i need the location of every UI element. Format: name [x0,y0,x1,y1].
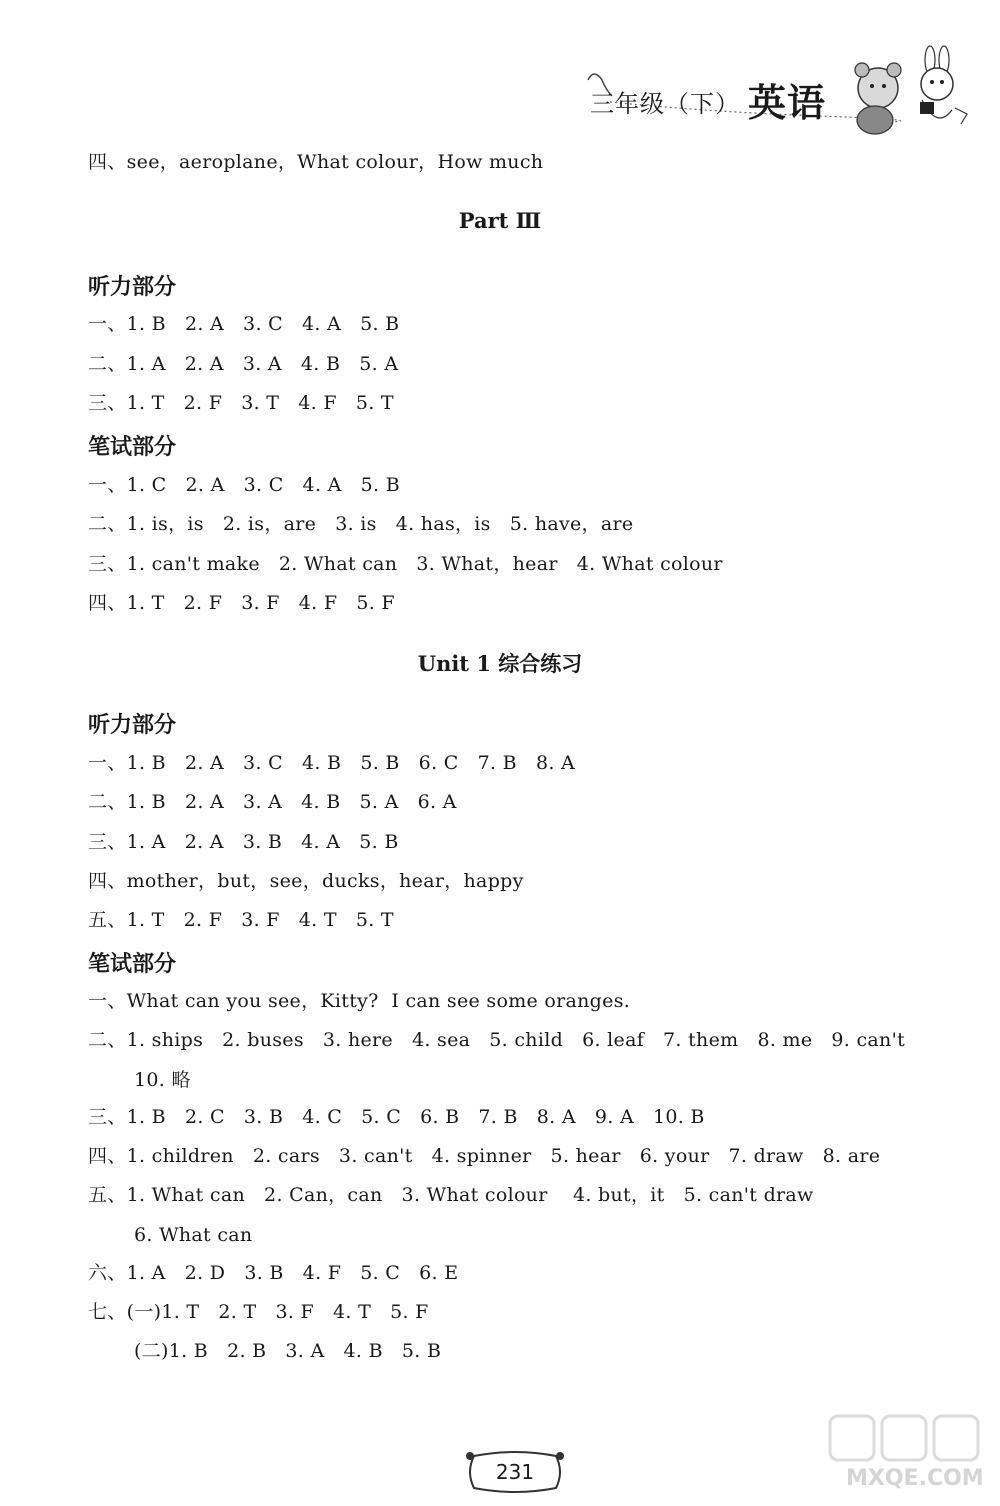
answer-line: 四、mother，but，see，ducks，hear，happy [88,870,524,892]
page-header [570,40,980,140]
header-title [590,68,826,123]
answer-line: 一、1. C 2. A 3. C 4. A 5. B [88,474,400,496]
answer-line: (二)1. B 2. B 3. A 4. B 5. B [134,1340,442,1362]
answer-line: 四、1. T 2. F 3. F 4. F 5. F [88,592,395,614]
section-title-part3: Part Ⅲ [458,208,542,233]
page-number [460,1450,570,1494]
answer-line: 三、1. B 2. C 3. B 4. C 5. C 6. B 7. B 8. A 9. A 10. B [88,1106,705,1128]
answer-line: 6. What can [134,1224,253,1246]
answer-line: 五、1. T 2. F 3. F 4. T 5. T [88,909,394,931]
subject-label: 英语 [748,81,827,125]
answer-line: 10. 略 [134,1069,191,1091]
watermark-text: MXQE.COM [846,1466,984,1491]
page-number-text: 231 [495,1460,535,1484]
answer-line: 二、1. A 2. A 3. A 4. B 5. A [88,353,399,375]
watermark-logo-icon [826,1410,986,1466]
answer-line: 七、(一)1. T 2. T 3. F 4. T 5. F [88,1301,429,1323]
answer-line: 三、1. T 2. F 3. T 4. F 5. T [88,392,394,414]
answer-line: 三、1. can't make 2. What can 3. What，hear 4. What colour [88,553,723,575]
heading-written: 笔试部分 [88,952,177,977]
grade-label: 三年级（下） [590,90,740,118]
answer-line: 四、1. children 2. cars 3. can't 4. spinner 5. hear 6. your 7. draw 8. are [88,1145,881,1167]
answer-line: 一、1. B 2. A 3. C 4. A 5. B [88,313,400,335]
heading-listening: 听力部分 [88,713,177,738]
answer-line: 二、1. is，is 2. is，are 3. is 4. has，is 5. have，are [88,513,634,535]
heading-listening: 听力部分 [88,275,177,300]
watermark [826,1410,986,1496]
section-title-unit1: Unit 1 综合练习 [417,651,583,676]
answer-line: 五、1. What can 2. Can，can 3. What colour 4. but，it 5. can't draw [88,1184,814,1206]
answer-line: 六、1. A 2. D 3. B 4. F 5. C 6. E [88,1262,459,1284]
answer-line: 四、see，aeroplane，What colour，How much [88,151,544,173]
answer-line: 二、1. B 2. A 3. A 4. B 5. A 6. A [88,791,457,813]
answer-line: 一、1. B 2. A 3. C 4. B 5. B 6. C 7. B 8. A [88,752,576,774]
answer-line: 一、What can you see，Kitty? I can see some oranges. [88,990,631,1012]
answer-line: 三、1. A 2. A 3. B 4. A 5. B [88,831,399,853]
heading-written: 笔试部分 [88,435,177,460]
answer-line: 二、1. ships 2. buses 3. here 4. sea 5. child 6. leaf 7. them 8. me 9. can't [88,1029,906,1051]
